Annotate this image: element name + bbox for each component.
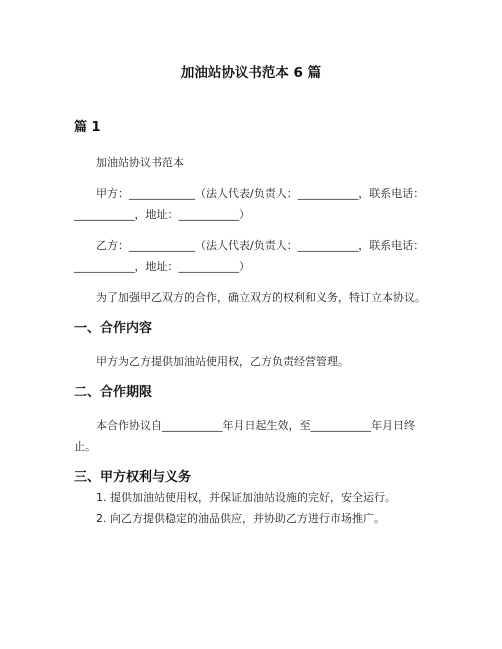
cooperation-content-paragraph: 甲方为乙方提供加油站使用权，乙方负责经营管理。 xyxy=(96,355,349,368)
cooperation-content-heading: 一、合作内容 xyxy=(74,321,153,336)
party-a-rights-heading: 三、甲方权利与义务 xyxy=(74,470,192,485)
cooperation-term-heading: 二、合作期限 xyxy=(74,385,153,400)
document-title: 加油站协议书范本 6 篇 xyxy=(180,65,322,81)
agreement-subtitle: 加油站协议书范本 xyxy=(96,156,184,169)
list-item: 1. 提供加油站使用权，并保证加油站设施的完好，安全运行。 xyxy=(96,491,396,504)
party-b-paragraph: 乙方：____________（法人代表/负责人：___________，联系电话：___________，地址：___________） xyxy=(74,239,425,273)
intro-paragraph: 为了加强甲乙双方的合作，确立双方的权利和义务，特订立本协议。 xyxy=(96,291,426,304)
party-a-paragraph: 甲方：____________（法人代表/负责人：___________，联系电话：___________，地址：___________） xyxy=(74,187,425,221)
list-item: 2. 向乙方提供稳定的油品供应，并协助乙方进行市场推广。 xyxy=(96,512,385,525)
section-label: 篇 1 xyxy=(74,120,101,135)
cooperation-term-paragraph: 本合作协议自___________年月日起生效，至___________年月日终止。 xyxy=(74,419,415,453)
